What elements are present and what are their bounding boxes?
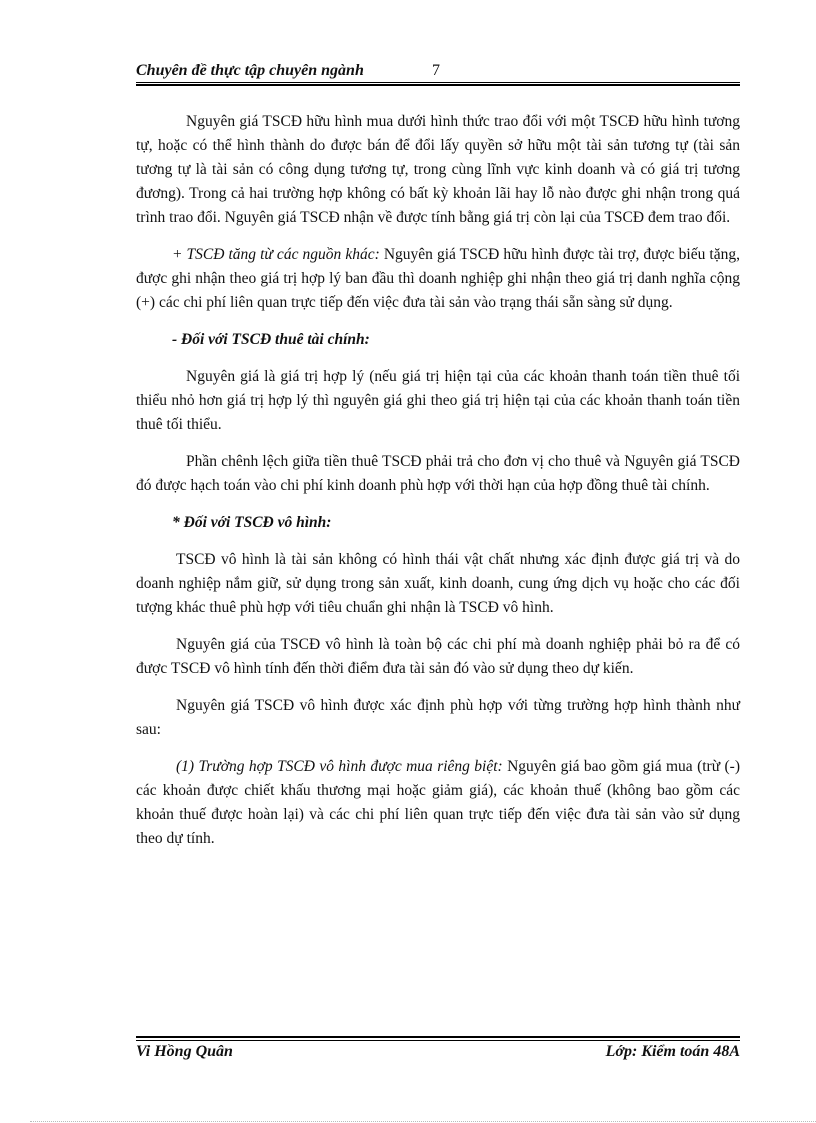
paragraph-intangible-cases: Nguyên giá TSCĐ vô hình được xác định phù hợp với từng trường hợp hình thành như sau: (136, 697, 740, 738)
footer-rule-thick (136, 1036, 740, 1038)
footer-class: Lớp: Kiểm toán 48A (605, 1043, 740, 1060)
header-title: Chuyên đề thực tập chuyên ngành (136, 62, 364, 79)
separate-purchase-lead: (1) Trường hợp TSCĐ vô hình được mua riêng biệt: (176, 758, 503, 775)
paragraph-separate-purchase (136, 755, 740, 851)
paragraph-intangible-definition: TSCĐ vô hình là tài sản không có hình thái vật chất nhưng xác định được giá trị và do doanh nghiệp nắm giữ, sử dụng trong sản xuất, kinh doanh, cung ứng dịch vụ hoặc cho các đối tượng khác thuê phù hợp với tiêu chuẩn ghi nhận là TSCĐ vô hình. (136, 551, 740, 616)
page-bottom-dotted-line (30, 1121, 816, 1122)
header-rule-thick (136, 84, 740, 86)
page-header (136, 60, 740, 84)
paragraph-finance-lease-cost: Nguyên giá là giá trị hợp lý (nếu giá trị hiện tại của các khoản thanh toán tiền thuê tối thiểu nhỏ hơn giá trị hợp lý thì nguyên giá ghi theo giá trị hiện tại của các khoản thanh toán tiền thuê tối thiểu. (136, 368, 740, 433)
paragraph-intangible-cost: Nguyên giá của TSCĐ vô hình là toàn bộ các chi phí mà doanh nghiệp phải bỏ ra để có được TSCĐ vô hình tính đến thời điểm đưa tài sản đó vào sử dụng theo dự kiến. (136, 636, 740, 677)
page-number: 7 (432, 62, 440, 79)
page-body (136, 110, 740, 864)
paragraph-other-sources (136, 243, 740, 315)
separate-purchase-text: Nguyên giá bao gồm giá mua (trừ (-) các khoản được chiết khấu thương mại hoặc giảm giá), các khoản thuế (không bao gồm các khoản thuế được hoàn lại) và các chi phí liên quan trực tiếp đến việc đưa tài sản vào sử dụng theo dự tính. (136, 758, 740, 847)
paragraph-lease-difference: Phần chênh lệch giữa tiền thuê TSCĐ phải trả cho đơn vị cho thuê và Nguyên giá TSCĐ đó được hạch toán vào chi phí kinh doanh phù hợp với thời hạn của hợp đồng thuê tài chính. (136, 453, 740, 494)
page-footer (136, 1043, 740, 1067)
other-sources-lead: + TSCĐ tăng từ các nguồn khác: (172, 246, 380, 263)
heading-finance-lease: - Đối với TSCĐ thuê tài chính: (172, 331, 370, 348)
other-sources-text: Nguyên giá TSCĐ hữu hình được tài trợ, được biếu tặng, được ghi nhận theo giá trị hợp lý ban đầu thì doanh nghiệp ghi nhận theo giá trị danh nghĩa cộng (+) các chi phí liên quan trực tiếp đến việc đưa tài sản vào trạng thái sẵn sàng sử dụng. (136, 246, 740, 311)
paragraph-exchange-cost: Nguyên giá TSCĐ hữu hình mua dưới hình thức trao đổi với một TSCĐ hữu hình tương tự, hoặc có thể hình thành do được bán để đổi lấy quyền sở hữu một tài sản tương tự (tài sản tương tự là tài sản có công dụng tương tự, trong cùng lĩnh vực kinh doanh và có giá trị tương đương). Trong cả hai trường hợp không có bất kỳ khoản lãi hay lỗ nào được ghi nhận trong quá trình trao đổi. Nguyên giá TSCĐ nhận về được tính bằng giá trị còn lại của TSCĐ đem trao đổi. (136, 113, 740, 226)
header-rule-thin (136, 82, 740, 83)
heading-intangible-assets: * Đối với TSCĐ vô hình: (172, 514, 332, 531)
footer-author: Vi Hồng Quân (136, 1043, 233, 1060)
footer-rule-thin (136, 1040, 740, 1041)
